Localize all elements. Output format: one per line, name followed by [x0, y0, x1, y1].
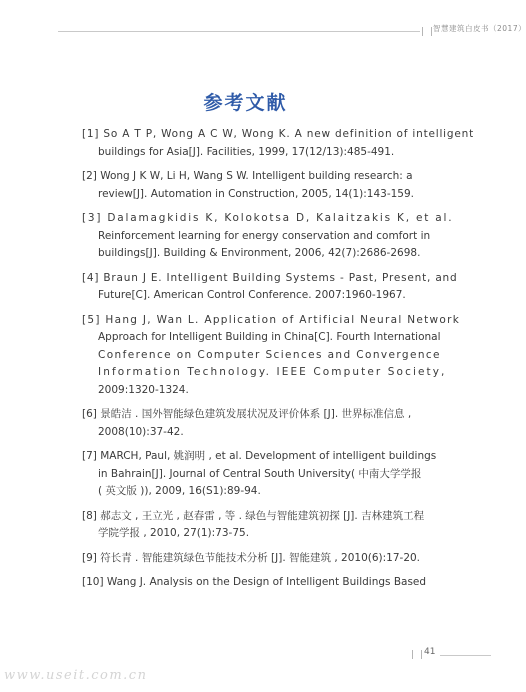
- reference-line: [9] 符长青 . 智能建筑绿色节能技术分析 [J]. 智能建筑 , 2010(6):17-20.: [82, 551, 421, 564]
- running-header-title: 智慧建筑白皮书（2017）: [433, 24, 526, 33]
- reference-item: [82, 550, 421, 568]
- reference-line: [5] Hang J, Wan L. Application of Artificial Neural Network: [82, 313, 461, 326]
- reference-line: Conference on Computer Sciences and Convergence: [98, 348, 441, 361]
- reference-line: buildings for Asia[J]. Facilities, 1999, 17(12/13):485-491.: [98, 145, 395, 158]
- reference-line: [6] 景皓洁 . 国外智能绿色建筑发展状况及评价体系 [J]. 世界标准信息 ,: [82, 408, 412, 420]
- reference-line: [3] Dalamagkidis K, Kolokotsa D, Kalaitzakis K, et al.: [82, 212, 454, 224]
- footer-rule: [440, 655, 491, 656]
- reference-item: [82, 270, 458, 305]
- reference-item: [82, 312, 461, 400]
- reference-line: [2] Wong J K W, Li H, Wang S W. Intelligent building research: a: [82, 170, 413, 182]
- reference-list: [82, 126, 474, 599]
- reference-line: [8] 郝志文 , 王立光 , 赵春雷 , 等 . 绿色与智能建筑初探 [J]. 吉林建筑工程: [82, 509, 425, 522]
- reference-line: Future[C]. American Control Conference. 2007:1960-1967.: [98, 289, 406, 301]
- reference-line: [1] So A T P, Wong A C W, Wong K. A new definition of intelligent: [82, 128, 474, 140]
- reference-line: Approach for Intelligent Building in China[C]. Fourth International: [98, 331, 441, 343]
- watermark: www.useit.com.cn: [4, 668, 148, 683]
- section-title: 参考文献: [203, 92, 288, 114]
- reference-line: [4] Braun J E. Intelligent Building Systems - Past, Present, and: [82, 271, 458, 284]
- reference-line: review[J]. Automation in Construction, 2005, 14(1):143-159.: [98, 187, 414, 200]
- header-rule: [58, 31, 420, 32]
- reference-line: [10] Wang J. Analysis on the Design of Intelligent Buildings Based: [82, 576, 427, 588]
- reference-line: Information Technology. IEEE Computer Society,: [98, 366, 447, 378]
- reference-line: 2009:1320-1324.: [98, 383, 189, 396]
- reference-item: [82, 210, 454, 263]
- reference-line: 2008(10):37-42.: [98, 425, 184, 438]
- reference-line: [7] MARCH, Paul, 姚润明 , et al. Development of intelligent buildings: [82, 450, 437, 462]
- header-ornament: [422, 27, 432, 36]
- reference-item: [82, 126, 474, 161]
- reference-item: [82, 406, 414, 441]
- page-number-ornament: [412, 650, 422, 659]
- reference-item: [82, 168, 414, 203]
- reference-item: [82, 508, 425, 543]
- reference-line: in Bahrain[J]. Journal of Central South University( 中南大学学报: [98, 467, 422, 480]
- reference-line: 学院学报 , 2010, 27(1):73-75.: [98, 527, 250, 539]
- reference-item: [82, 574, 427, 592]
- reference-line: ( 英文版 )), 2009, 16(S1):89-94.: [98, 485, 261, 497]
- reference-item: [82, 448, 437, 501]
- reference-line: Reinforcement learning for energy conservation and comfort in: [98, 229, 431, 242]
- reference-line: buildings[J]. Building & Environment, 2006, 42(7):2686-2698.: [98, 247, 421, 259]
- page-number: 41: [424, 647, 436, 657]
